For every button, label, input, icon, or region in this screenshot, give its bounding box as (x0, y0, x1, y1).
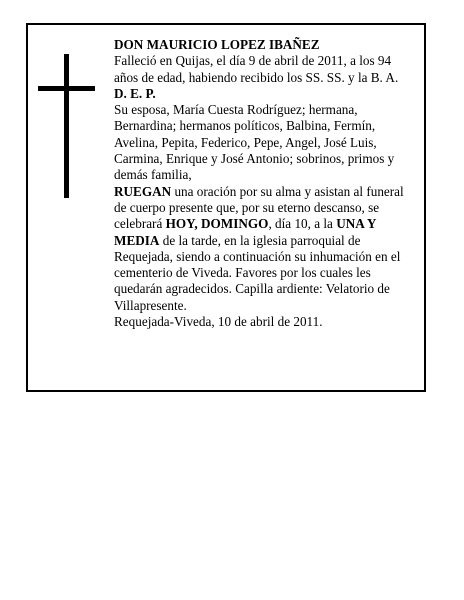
family-list: Su esposa, María Cuesta Rodríguez; hermana, Bernardina; hermanos políticos, Balbina, Fermín, Avelina, Pepita, Federico, Pepe, Angel, José Luis, Carmina, Enrique y José Antonio; sobrinos, primos y demás familia, (114, 102, 395, 183)
cross-vertical-bar (64, 54, 69, 198)
death-statement: Falleció en Quijas, el día 9 de abril de 2011, a los 94 años de edad, habiendo recibido los SS. SS. y la B. A. (114, 53, 399, 85)
obituary-text (114, 37, 414, 330)
place-date: Requejada-Viveda, 10 de abril de 2011. (114, 314, 323, 330)
day-label: HOY, DOMINGO (165, 216, 269, 232)
ruegan-label: RUEGAN (114, 183, 172, 199)
funeral-request: RUEGAN una oración por su alma y asistan al funeral de cuerpo presente que, por su eterno descanso, se celebrará HOY, DOMINGO, día 10, a la UNA Y MEDIA de la tarde, en la iglesia parroquial de Requejada, siendo a continuación su inhumación en el cementerio de Viveda. Favores por los cuales les quedarán agradecidos. Capilla ardiente: Velatorio de Villapresente. (114, 183, 404, 313)
rip-label: D. E. P. (114, 85, 156, 101)
deceased-name: DON MAURICIO LOPEZ IBAÑEZ (114, 37, 320, 52)
time-label: UNA Y MEDIA (114, 216, 376, 248)
cross-horizontal-bar (38, 86, 95, 91)
